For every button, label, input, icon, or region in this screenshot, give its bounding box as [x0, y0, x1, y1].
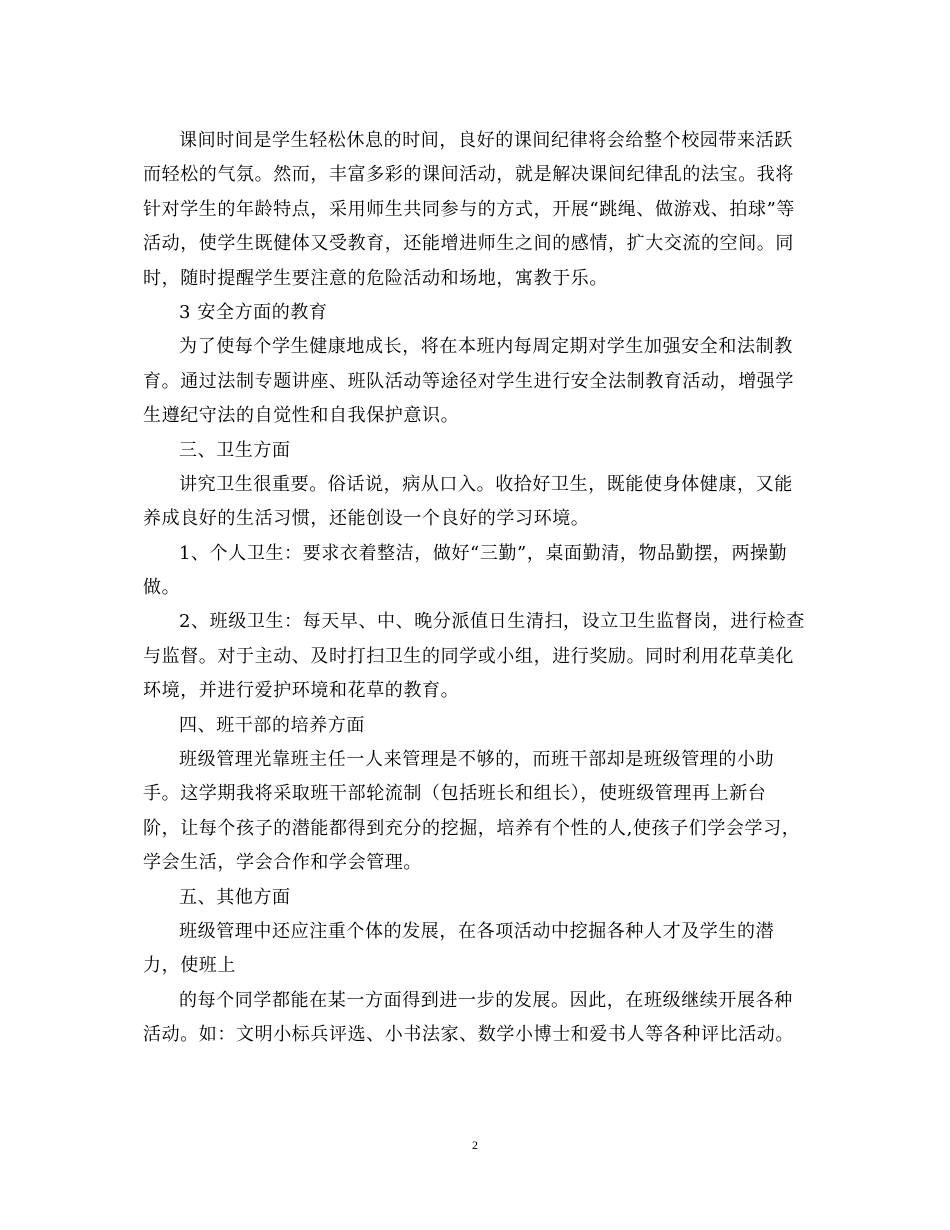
- section-heading: 五、其他方面: [179, 886, 291, 908]
- paragraph-line: 而轻松的气氛。然而，丰富多彩的课间活动，就是解决课间纪律乱的法宝。我将: [143, 164, 794, 186]
- paragraph-line: 时，随时提醒学生要注意的危险活动和场地，寓教于乐。: [143, 267, 608, 289]
- paragraph-line: 为了使每个学生健康地成长，将在本班内每周定期对学生加强安全和法制教: [179, 336, 793, 358]
- paragraph-line: 2、班级卫生：每天早、中、晚分派值日生清扫，设立卫生监督岗，进行检查: [179, 611, 805, 633]
- paragraph-line: 阶，让每个孩子的潜能都得到充分的挖掘，培养有个性的人,使孩子们学会学习，: [143, 817, 801, 839]
- paragraph-line: 与监督。对于主动、及时打扫卫生的同学或小组，进行奖励。同时利用花草美化: [143, 645, 794, 667]
- paragraph-line: 养成良好的生活习惯，还能创设一个良好的学习环境。: [143, 508, 590, 530]
- body-text: [143, 124, 807, 1053]
- paragraph-line: 力，使班上: [143, 955, 236, 977]
- paragraph-line: 讲究卫生很重要。俗话说，病从口入。收拾好卫生，既能使身体健康，又能: [179, 473, 793, 495]
- paragraph-line: 做。: [143, 577, 181, 599]
- paragraph-line: 育。通过法制专题讲座、班队活动等途径对学生进行安全法制教育活动，增强学: [143, 370, 794, 392]
- paragraph-line: 班级管理中还应注重个体的发展，在各项活动中挖掘各种人才及学生的潜: [179, 920, 775, 942]
- paragraph-line: 课间时间是学生轻松休息的时间，良好的课间纪律将会给整个校园带来活跃: [179, 130, 793, 151]
- page-number: 2: [472, 1138, 478, 1152]
- paragraph-line: 生遵纪守法的自觉性和自我保护意识。: [143, 405, 460, 427]
- section-heading: 三、卫生方面: [179, 439, 291, 461]
- paragraph-line: 活动，使学生既健体又受教育，还能增进师生之间的感情，扩大交流的空间。同: [143, 233, 794, 255]
- paragraph-line: 班级管理光靠班主任一人来管理是不够的，而班干部却是班级管理的小助: [179, 749, 775, 771]
- paragraph-line: 手。这学期我将采取班干部轮流制（包括班长和组长），使班级管理再上新台: [143, 783, 767, 805]
- paragraph-line: 针对学生的年龄特点，采用师生共同参与的方式，开展“跳绳、做游戏、拍球”等: [143, 198, 796, 220]
- paragraph-line: 环境，并进行爱护环境和花草的教育。: [143, 680, 460, 702]
- paragraph-line: 的每个同学都能在某一方面得到进一步的发展。因此，在班级继续开展各种: [179, 989, 793, 1011]
- section-heading: 3 安全方面的教育: [179, 301, 328, 323]
- paragraph-line: 学会生活，学会合作和学会管理。: [143, 852, 422, 874]
- paragraph-line: 1、个人卫生：要求衣着整洁，做好“三勤”，桌面勤清，物品勤摆，两操勤: [179, 542, 788, 564]
- paragraph-line: 活动。如：文明小标兵评选、小书法家、数学小博士和爱书人等各种评比活动。: [143, 1024, 794, 1046]
- section-heading: 四、班干部的培养方面: [179, 714, 365, 736]
